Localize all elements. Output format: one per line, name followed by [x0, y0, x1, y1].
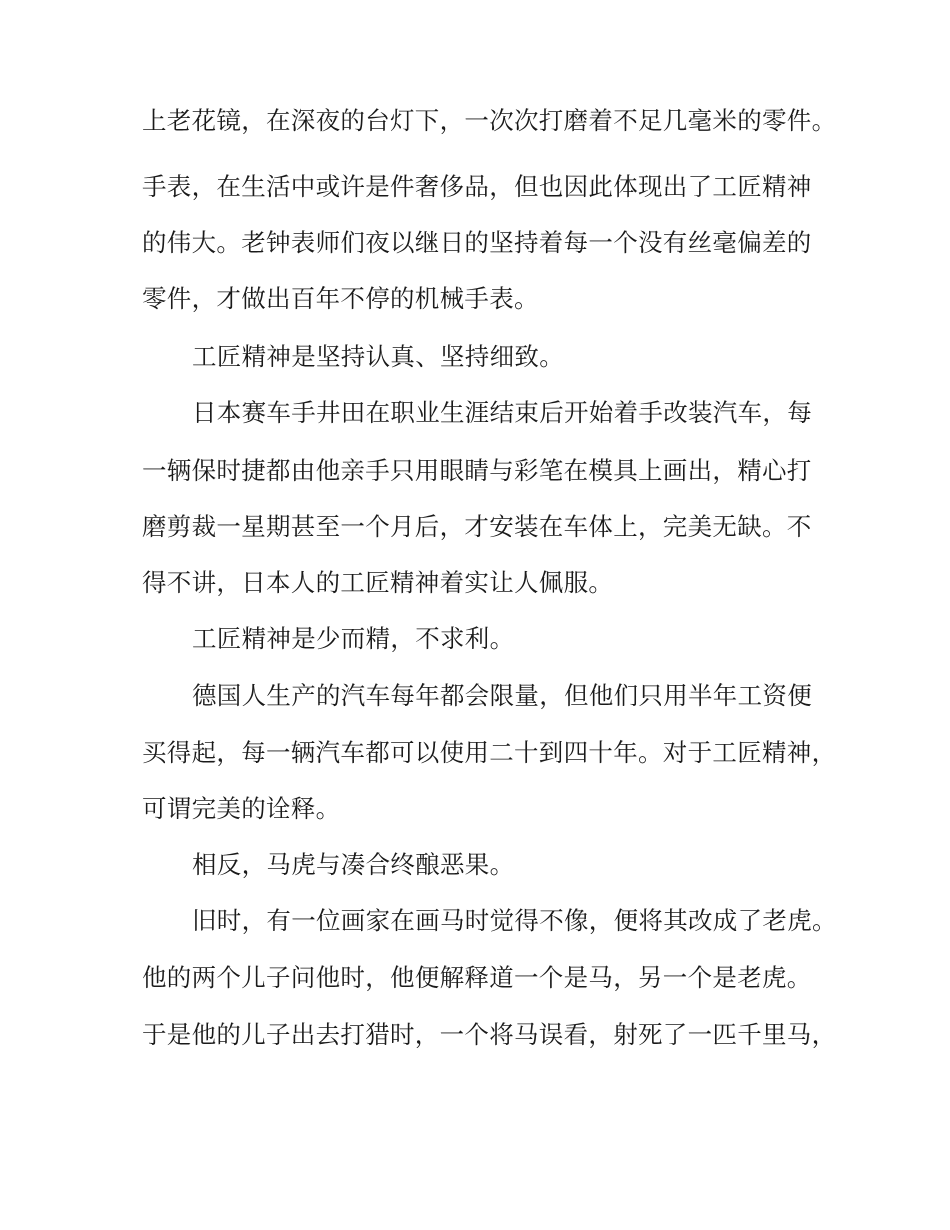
text-line: 于是他的儿子出去打猎时，一个将马误看，射死了一匹千里马， — [142, 1020, 837, 1049]
section-heading-line: 相反，马虎与凑合终酿恶果。 — [192, 850, 515, 879]
text-line: 的伟大。老钟表师们夜以继日的坚持着每一个没有丝毫偏差的 — [142, 228, 812, 257]
text-line: 零件，才做出百年不停的机械手表。 — [142, 284, 539, 313]
text-line: 他的两个儿子问他时，他便解释道一个是马，另一个是老虎。 — [142, 963, 812, 992]
text-line: 得不讲，日本人的工匠精神着实让人佩服。 — [142, 568, 614, 597]
text-line: 可谓完美的诠释。 — [142, 794, 341, 823]
text-line: 磨剪裁一星期甚至一个月后，才安装在车体上，完美无缺。不 — [142, 512, 812, 541]
text-line: 德国人生产的汽车每年都会限量，但他们只用半年工资便 — [192, 681, 812, 710]
text-line: 买得起，每一辆汽车都可以使用二十到四十年。对于工匠精神， — [142, 738, 837, 767]
text-line: 日本赛车手井田在职业生涯结束后开始着手改装汽车，每 — [192, 398, 812, 427]
section-heading-line: 工匠精神是少而精，不求利。 — [192, 624, 515, 653]
section-heading-line: 工匠精神是坚持认真、坚持细致。 — [192, 342, 564, 371]
text-line: 上老花镜，在深夜的台灯下，一次次打磨着不足几毫米的零件。 — [142, 106, 837, 135]
text-line: 手表，在生活中或许是件奢侈品，但也因此体现出了工匠精神 — [142, 172, 812, 201]
text-line: 旧时，有一位画家在画马时觉得不像，便将其改成了老虎。 — [192, 906, 837, 935]
text-line: 一辆保时捷都由他亲手只用眼睛与彩笔在模具上画出，精心打 — [142, 456, 812, 485]
